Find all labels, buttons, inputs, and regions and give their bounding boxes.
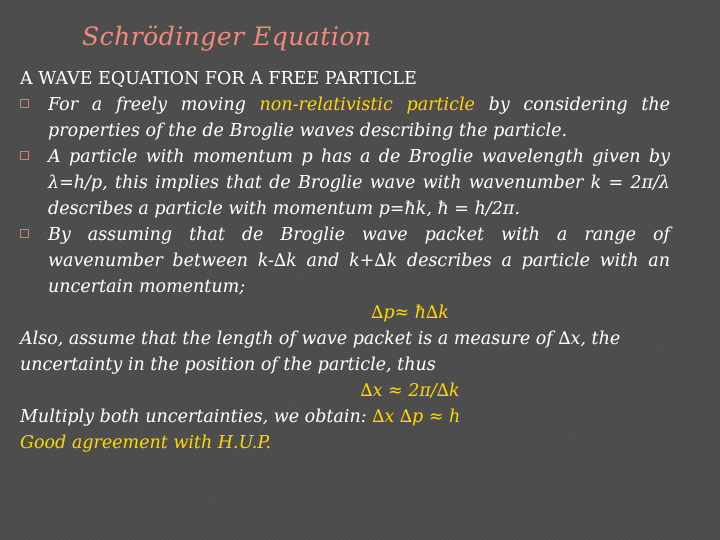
square-bullet-icon: [20, 229, 29, 238]
bullet-1-post: by considering the properties of the de Broglie waves describing the particle.: [48, 95, 670, 141]
conclusion-text: Good agreement with H.U.P.: [20, 433, 272, 453]
formula-momentum-uncertainty: ∆p≈ ħ∆k: [371, 303, 449, 323]
slide-body: [20, 66, 670, 456]
bullet-2-text: A particle with momentum p has a de Broglie wavelength given by λ=h/p, this implies that de Broglie wave with wavenumber k = 2π/λ describes a particle with momentum p=ħk, ħ = h/2π.: [48, 147, 670, 219]
bullet-3-text: By assuming that de Broglie wave packet with a range of wavenumber between k-∆k and k+∆k describes a particle with an uncertain momentum;: [48, 225, 670, 297]
bullet-item-3: [20, 222, 670, 300]
bullet-1-highlight: non-relativistic particle: [259, 95, 475, 115]
paragraph-multiply-text: Multiply both uncertainties, we obtain:: [20, 407, 373, 427]
section-heading: A WAVE EQUATION FOR A FREE PARTICLE: [20, 69, 417, 89]
square-bullet-icon: [20, 99, 29, 108]
square-bullet-icon: [20, 151, 29, 160]
formula-product: ∆x ∆p ≈ h: [372, 407, 461, 427]
bullet-item-2: [20, 144, 670, 222]
paragraph-multiply: [20, 404, 670, 430]
slide-title: Schrödinger Equation: [82, 22, 372, 51]
bullet-1-pre: For a freely moving: [48, 95, 260, 115]
paragraph-position-uncertainty: Also, assume that the length of wave packet is a measure of ∆x, the uncertainty in the position of the particle, thus: [20, 329, 621, 375]
bullet-item-1: [20, 92, 670, 144]
formula-position-uncertainty: ∆x ≈ 2π/∆k: [360, 381, 460, 401]
